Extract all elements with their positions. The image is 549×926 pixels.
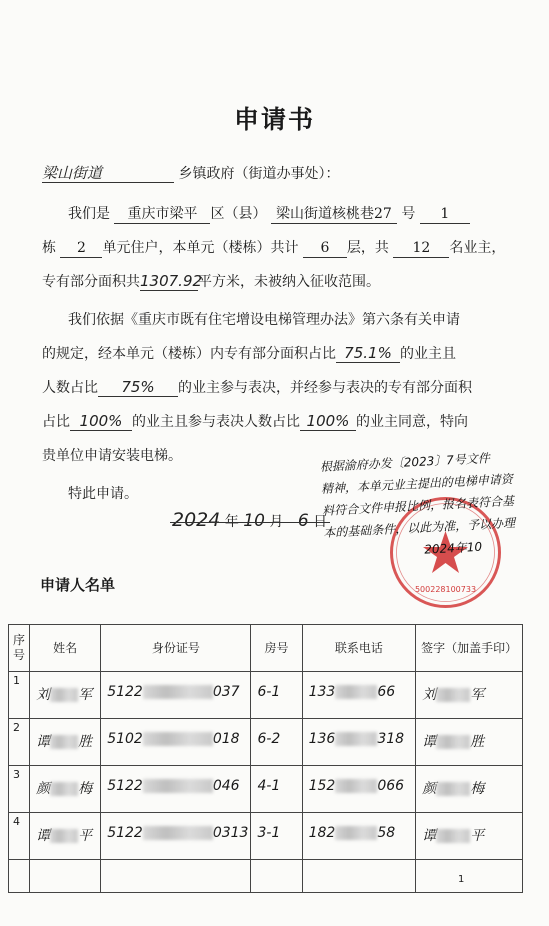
- redaction-mask: [436, 829, 470, 843]
- row-signature: [416, 813, 523, 860]
- date-month: 10: [243, 511, 265, 531]
- row-name: [30, 766, 101, 813]
- date-underline: [170, 522, 330, 523]
- name-head: 颜: [36, 781, 51, 797]
- row-signature: [416, 672, 523, 719]
- row-name: [30, 672, 101, 719]
- para2-line4-c: 的业主同意，特向: [356, 414, 468, 430]
- id-tail: 0313: [212, 825, 249, 841]
- redaction-mask: [436, 735, 470, 749]
- redaction-mask: [436, 688, 470, 702]
- row-id: [101, 813, 251, 860]
- vote-area-ratio: 100%: [70, 412, 132, 431]
- note-line-5: 2024年10: [423, 539, 483, 557]
- para2-line4-b: 的业主且参与表决人数占比: [132, 414, 300, 430]
- area-suffix: 平方米，未被纳入征收范围。: [198, 274, 380, 290]
- phone-tail: 58: [377, 825, 396, 841]
- unit-text: 单元住户，本单元（楼栋）共计: [102, 240, 299, 256]
- row-room: 4-1: [251, 766, 302, 813]
- phone-head: 182: [308, 825, 336, 841]
- date-year-unit: 年: [224, 514, 239, 530]
- row-room: 6-2: [251, 719, 302, 766]
- vote-people-ratio: 100%: [300, 412, 356, 431]
- name-tail: 平: [78, 828, 93, 844]
- row-name: [30, 719, 101, 766]
- row-id: [101, 766, 251, 813]
- recipient-line: [42, 164, 339, 184]
- header-no: 序号: [9, 625, 30, 672]
- row-room: 6-1: [251, 672, 302, 719]
- para2-line2: [42, 344, 456, 364]
- redaction-mask: [335, 779, 377, 793]
- para2-line5: 贵单位申请安装电梯。: [42, 448, 182, 464]
- area-ratio-value: 75.1%: [336, 344, 400, 363]
- id-head: 5122: [107, 778, 143, 794]
- sign-tail: 平: [470, 828, 485, 844]
- row-signature: [416, 719, 523, 766]
- date-line: [172, 510, 327, 532]
- redaction-mask: [143, 779, 213, 793]
- phone-head: 133: [308, 684, 336, 700]
- date-day-unit: 日: [313, 514, 328, 530]
- sign-head: 谭: [422, 828, 437, 844]
- date-month-unit: 月: [269, 514, 284, 530]
- recipient-suffix: 乡镇政府（街道办事处）：: [178, 166, 340, 182]
- area-value: 1307.92: [140, 272, 203, 290]
- para2-line4: [42, 412, 468, 432]
- applicants-heading: 申请人名单: [40, 576, 116, 594]
- row-phone: [302, 813, 416, 860]
- note-line-4: 本的基础条件，以此为准，予以办理: [322, 515, 516, 540]
- name-head: 刘: [36, 687, 51, 703]
- header-signature: 签字（加盖手印）: [416, 625, 523, 672]
- row-no: 2: [9, 719, 30, 766]
- header-id: 身份证号: [101, 625, 251, 672]
- note-line-2: 精神，本单元业主提出的电梯申请资: [320, 471, 514, 496]
- redaction-mask: [143, 826, 213, 840]
- note-line-1: 根据渝府办发〔2023〕7号文件: [319, 451, 491, 475]
- para2-line3: [42, 378, 472, 398]
- redaction-mask: [50, 829, 78, 843]
- header-name: 姓名: [30, 625, 101, 672]
- row-id: [101, 672, 251, 719]
- table-row: [9, 813, 523, 860]
- people-ratio-value: 75%: [98, 378, 178, 397]
- para1-line2: [42, 238, 505, 258]
- sign-tail: 梅: [470, 781, 485, 797]
- para1-line1: [68, 204, 470, 224]
- name-tail: 梅: [78, 781, 93, 797]
- row-id: [101, 719, 251, 766]
- date-day: 6: [297, 511, 309, 531]
- table-row: [9, 766, 523, 813]
- document-title: 申请书: [233, 105, 315, 134]
- owners-text: 名业主，: [449, 240, 506, 256]
- id-tail: 037: [212, 684, 240, 700]
- name-tail: 军: [78, 687, 93, 703]
- para2-line4-a: 占比: [42, 414, 70, 430]
- header-phone: 联系电话: [302, 625, 416, 672]
- recipient-handwritten: 梁山街道: [42, 164, 174, 183]
- table-row: [9, 719, 523, 766]
- seal-number: 500228100733: [414, 585, 477, 594]
- row-phone: [302, 672, 416, 719]
- phone-tail: 318: [377, 731, 405, 747]
- area-prefix: 专有部分面积共: [42, 274, 140, 290]
- sign-tail: 军: [470, 687, 485, 703]
- table-row-empty: [9, 860, 523, 893]
- building-no: 1: [420, 205, 470, 224]
- row-no: 3: [9, 766, 30, 813]
- redaction-mask: [335, 826, 377, 840]
- para2-line1: 我们依据《重庆市既有住宅增设电梯管理办法》第六条有关申请: [68, 312, 460, 328]
- applicants-table: [8, 624, 523, 893]
- date-year: 2024: [172, 509, 221, 531]
- name-tail: 胜: [78, 734, 93, 750]
- floors-text: 层，共: [346, 240, 389, 256]
- id-head: 5122: [107, 684, 143, 700]
- row-phone: [302, 719, 416, 766]
- we-are-label: 我们是: [68, 206, 110, 222]
- city-value: 重庆市梁平: [114, 205, 210, 224]
- para1-line3: [42, 272, 380, 292]
- official-handwritten-note: [319, 444, 549, 566]
- row-name: [30, 813, 101, 860]
- unit-no: 2: [60, 239, 102, 258]
- table-row: [9, 672, 523, 719]
- phone-head: 152: [308, 778, 336, 794]
- redaction-mask: [50, 735, 78, 749]
- note-line-3: 料符合文件申报比例，报名表符合基: [321, 493, 515, 518]
- para2-line2-b: 的业主且: [400, 346, 456, 362]
- phone-tail: 66: [377, 684, 396, 700]
- id-tail: 018: [212, 731, 240, 747]
- phone-tail: 066: [377, 778, 405, 794]
- sign-head: 刘: [422, 687, 437, 703]
- sign-tail: 胜: [470, 734, 485, 750]
- redaction-mask: [143, 685, 213, 699]
- floors-value: 6: [303, 239, 347, 258]
- redaction-mask: [335, 732, 377, 746]
- redaction-mask: [50, 688, 78, 702]
- redaction-mask: [143, 732, 213, 746]
- para2-line3-b: 的业主参与表决，并经参与表决的专有部分面积: [178, 380, 472, 396]
- redaction-mask: [436, 782, 470, 796]
- id-head: 5102: [107, 731, 143, 747]
- hao-label: 号: [401, 206, 416, 222]
- owners-value: 12: [393, 239, 449, 258]
- table-header-row: [9, 625, 523, 672]
- row-no: 1: [9, 672, 30, 719]
- closing-text: 特此申请。: [68, 486, 138, 502]
- redaction-mask: [335, 685, 377, 699]
- sign-head: 颜: [422, 781, 437, 797]
- row-room: 3-1: [251, 813, 302, 860]
- sign-head: 谭: [422, 734, 437, 750]
- district-suffix: 区（县）: [210, 206, 267, 222]
- name-head: 谭: [36, 734, 51, 750]
- row-phone: [302, 766, 416, 813]
- row-signature: [416, 766, 523, 813]
- header-room: 房号: [251, 625, 302, 672]
- para2-line2-a: 的规定，经本单元（楼栋）内专有部分面积占比: [42, 346, 336, 362]
- row-no: 4: [9, 813, 30, 860]
- redaction-mask: [50, 782, 78, 796]
- street-value: 梁山街道核桃巷27: [271, 205, 397, 224]
- name-head: 谭: [36, 828, 51, 844]
- page-number: 1: [458, 874, 465, 885]
- para2-line3-a: 人数占比: [42, 380, 98, 396]
- phone-head: 136: [308, 731, 336, 747]
- id-tail: 046: [212, 778, 240, 794]
- dong-label: 栋: [42, 240, 56, 256]
- id-head: 5122: [107, 825, 143, 841]
